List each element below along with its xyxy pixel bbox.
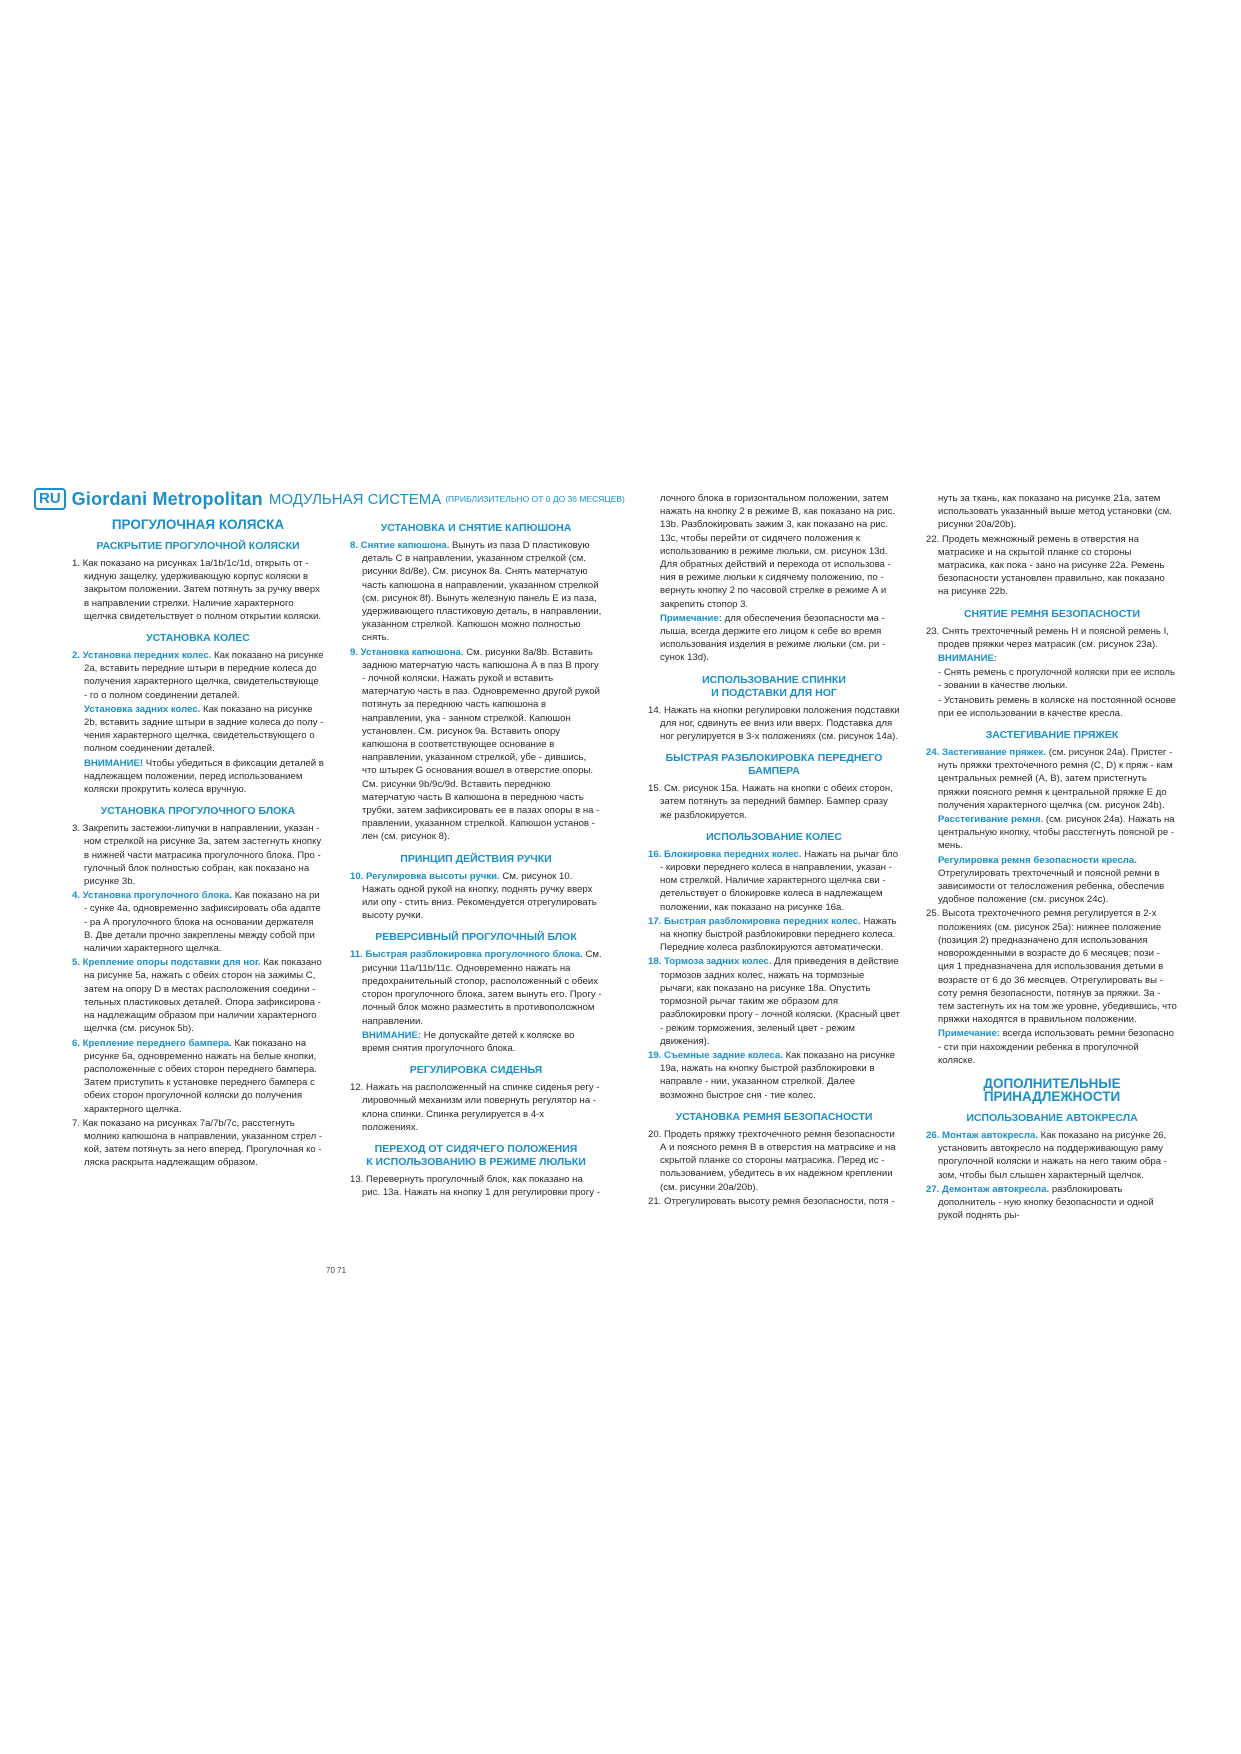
paragraph: 2. Установка передних колес. Как показано на рисунке 2а, вставить передние штыри в передние колеса до получения характерного щелчка, свидетельствующе - го о полном соединении деталей. bbox=[72, 650, 324, 701]
keyword: Установка задних колес. bbox=[84, 703, 201, 715]
column-1 bbox=[72, 518, 324, 1171]
keyword: 16. Блокировка передних колес. bbox=[648, 848, 802, 860]
section-heading: СНЯТИЕ РЕМНЯ БЕЗОПАСНОСТИ bbox=[963, 607, 1141, 620]
column-4 bbox=[926, 492, 1178, 1223]
keyword: Регулировка ремня безопасности кресла. bbox=[938, 854, 1137, 866]
keyword: Примечание: bbox=[660, 612, 722, 624]
paragraph: 11. Быстрая разблокировка прогулочного блока. См. рисунки 11а/11b/11c. Одновременно нажать на предохранительный стопор, расположенный с обеих сторон прогулочного блока, затем вынуть его. Прогу - лочный блок можно разместить в противоположном направлении. bbox=[350, 949, 602, 1027]
column-2 bbox=[350, 522, 602, 1200]
section-heading: РАСКРЫТИЕ ПРОГУЛОЧНОЙ КОЛЯСКИ bbox=[96, 540, 300, 552]
paragraph: 23. Снять трехточечный ремень Н и поясной ремень I, продев пряжки через матрасик (см. рисунок 23а). bbox=[926, 625, 1169, 650]
paragraph: 8. Снятие капюшона. Вынуть из паза D пластиковую деталь С в направлении, указанном стрелкой (см. рисунки 8d/8е). См. рисунок 8а. Снять матерчатую часть капюшона в направлении, указанном стрелкой (см. рисунок 8f). Вынуть железную панель Е из паза, удерживающего пластиковую деталь, в направлении, указанном стрелкой. Капюшон можно полностью снять. bbox=[350, 540, 602, 644]
keyword: 24. Застегивание пряжек. bbox=[926, 747, 1047, 759]
paragraph: 22. Продеть межножный ремень в отверстия на матрасике и на скрытой планке со стороны матрасика, как пока - зано на рисунке 22а. Ремень безопасности установлен правильно, как показано на рисунке 22b. bbox=[926, 533, 1165, 598]
paragraph: 13. Перевернуть прогулочный блок, как показано на рис. 13а. Нажать на кнопку 1 для регулировки прогу - bbox=[350, 1173, 600, 1199]
paragraph: 4. Установка прогулочного блока. Как показано на ри - сунке 4а, одновременно зафиксировать оба адапте - ра А прогулочного блока на основании держателя В. Две детали прочно закреплены между собой при наличии характерного щелчка. bbox=[72, 890, 321, 955]
keyword: ВНИМАНИЕ! bbox=[84, 757, 144, 769]
column-3 bbox=[648, 492, 900, 1209]
paragraph: 5. Крепление опоры подставки для ног. Как показано на рисунке 5а, нажать с обеих сторон на зажимы С, затем на опору D в местах расположения соедини - тельных пластиковых деталей. Опора зафиксирова - на надлежащим образом при наличии характерного щелчка (см. рисунок 5b). bbox=[72, 957, 322, 1035]
keyword: 17. Быстрая разблокировка передних колес. bbox=[648, 915, 861, 927]
keyword: 5. Крепление опоры подставки для ног. bbox=[72, 957, 261, 969]
section-heading: ПРИНЦИП ДЕЙСТВИЯ РУЧКИ bbox=[400, 852, 552, 865]
page-header bbox=[34, 488, 625, 510]
paragraph: нуть за ткань, как показано на рисунке 21а, затем использовать указанный выше метод установки (см. рисунки 20а/20b). bbox=[938, 493, 1172, 531]
paragraph: - Установить ремень в коляске на постоянной основе при ее использовании в качестве кресла. bbox=[938, 694, 1177, 719]
keyword: Расстегивание ремня. bbox=[938, 814, 1044, 826]
paragraph: лочного блока в горизонтальном положении, затем нажать на кнопку 2 в режиме В, как показано на рис. 13b. Разблокировать зажим 3, как показано на рис. 13c, чтобы перейти от сидячего положения к использованию в режиме люльки, см. рисунок 13d. Для обратных действий и перехода от использова - ния в режиме люльки к сидячему положению, по - вернуть кнопку 2 по часовой стрелке в режиме А и закрепить стопор 3. bbox=[660, 493, 896, 610]
section-heading: К ИСПОЛЬЗОВАНИЮ В РЕЖИМЕ ЛЮЛЬКИ bbox=[366, 1155, 586, 1168]
section-heading: РЕГУЛИРОВКА СИДЕНЬЯ bbox=[409, 1064, 543, 1077]
keyword: 4. Установка прогулочного блока. bbox=[72, 890, 233, 902]
paragraph: 26. Монтаж автокресла. Как показано на рисунке 26, установить автокресло на поддерживающую раму прогулочной коляски и нажать на него таким обра - зом, чтобы был слышен характерный щелчок. bbox=[926, 1129, 1167, 1181]
paragraph: 17. Быстрая разблокировка передних колес. Нажать на кнопку быстрой разблокировки переднего колеса. Передние колеса разблокируются автоматически. bbox=[648, 915, 897, 954]
section-heading: РЕВЕРСИВНЫЙ ПРОГУЛОЧНЫЙ БЛОК bbox=[375, 931, 577, 944]
section-heading: УСТАНОВКА КОЛЕС bbox=[146, 632, 250, 645]
section-heading: ИСПОЛЬЗОВАНИЕ СПИНКИ bbox=[702, 673, 846, 686]
keyword: 18. Тормоза задних колес. bbox=[648, 956, 772, 968]
page-numbers: 70 71 bbox=[326, 1266, 347, 1275]
language-badge: RU bbox=[34, 488, 66, 510]
paragraph: 16. Блокировка передних колес. Нажать на рычаг бло - кировки переднего колеса в направлении, указан - ном стрелкой. Наличие характерного щелчка сви - детельствует о блокировке колеса в надлежащем положении, как показано на рисунке 16а. bbox=[648, 848, 899, 913]
section-title: ДОПОЛНИТЕЛЬНЫЕ ПРИНАДЛЕЖНОСТИ bbox=[983, 1075, 1121, 1104]
section-heading: УСТАНОВКА И СНЯТИЕ КАПЮШОНА bbox=[380, 522, 572, 534]
paragraph: ВНИМАНИЕ! Чтобы убедиться в фиксации деталей в надлежащем положении, перед использованием коляски прокрутить колеса вручную. bbox=[84, 757, 324, 796]
paragraph: Примечание: всегда использовать ремни безопасно - сти при нахождении ребенка в прогулочной коляске. bbox=[938, 1028, 1175, 1066]
brand-name: Giordani Metropolitan bbox=[71, 488, 263, 509]
section-heading: ИСПОЛЬЗОВАНИЕ КОЛЕС bbox=[706, 830, 842, 843]
keyword: 10. Регулировка высоты ручки. bbox=[350, 870, 500, 882]
keyword: 27. Демонтаж автокресла. bbox=[926, 1183, 1050, 1195]
paragraph: 18. Тормоза задних колес. Для приведения в действие тормозов задних колес, нажать на тормозные рычаги, как показано на рисунке 18а. Опустить тормозной рычаг таким же образом для разблокировки прогу - лочной коляски. (Красный цвет - режим торможения, зеленый цвет - режим движения). bbox=[648, 956, 900, 1047]
brand-subtitle: МОДУЛЬНАЯ СИСТЕМА bbox=[268, 490, 442, 508]
keyword: 9. Установка капюшона. bbox=[350, 646, 464, 658]
section-heading: ИСПОЛЬЗОВАНИЕ АВТОКРЕСЛА bbox=[966, 1111, 1138, 1124]
paragraph: ВНИМАНИЕ: Не допускайте детей к коляске во время снятия прогулочного блока. bbox=[362, 1029, 575, 1054]
keyword: 8. Снятие капюшона. bbox=[350, 540, 450, 551]
section-heading: БЫСТРАЯ РАЗБЛОКИРОВКА ПЕРЕДНЕГО БАМПЕРА bbox=[665, 752, 883, 778]
section-title: ПРОГУЛОЧНАЯ КОЛЯСКА bbox=[111, 517, 285, 532]
paragraph: Установка задних колес. Как показано на рисунке 2b, вставить задние штыри в задние колеса до полу - чения характерного щелчка, свидетельствующего о полном соединении деталей. bbox=[84, 703, 324, 755]
paragraph: 6. Крепление переднего бампера. Как показано на рисунке 6а, одновременно нажать на белые кнопки, расположенные с обеих сторон переднего бампера. Затем приступить к установке переднего бампера с обеих сторон прогулочной коляски до получения характерного щелчка. bbox=[72, 1037, 317, 1115]
section-heading: ПЕРЕХОД ОТ СИДЯЧЕГО ПОЛОЖЕНИЯ bbox=[374, 1142, 578, 1155]
paragraph: 14. Нажать на кнопки регулировки положения подставки для ног, сдвинуть ее вниз или вверх. Подставка для ног регулируется в 3-х положениях (см. рисунок 14а). bbox=[648, 704, 900, 743]
paragraph: 9. Установка капюшона. См. рисунки 8а/8b. Вставить заднюю матерчатую часть капюшона А в паз В прогу - лочной коляски. Нажать рукой и вставить матерчатую часть в паз. Одновременно другой рукой потянуть за переднюю часть капюшона в направлении, ука - занном стрелкой. Капюшон установлен. См. рисунок 9а. Вставить опору капюшона в соответствующее основание в направлении, указанном стрелкой, убе - дившись, что штырек G основания вошел в отверстие опоры. См. рисунки 9b/9c/9d. Вставить переднюю матерчатую часть В капюшона в переднюю часть трубки, затем зафиксировать ее в пазах опоры в на - правлении, указанном стрелкой. Капюшон установ - лен (см. рисунок 8). bbox=[350, 646, 600, 843]
keyword: ВНИМАНИЕ: bbox=[362, 1029, 422, 1041]
section-heading: УСТАНОВКА РЕМНЯ БЕЗОПАСНОСТИ bbox=[675, 1110, 873, 1123]
paragraph: Примечание: для обеспечения безопасности ма - лыша, всегда держите его лицом к себе во время использования изделия в режиме люльки (см. ри - сунок 13d). bbox=[660, 612, 886, 664]
paragraph: 21. Отрегулировать высоту ремня безопасности, потя - bbox=[648, 1195, 895, 1207]
paragraph: 24. Застегивание пряжек. (см. рисунок 24а). Пристег - нуть пряжки трехточечного ремня (C, D) к пряж - кам центральных ремней (A, B), затем пристегнуть пряжки поясного ремня к центральной пряжке Е до получения характерного щелчка (см. рисунок 24b). bbox=[926, 747, 1173, 811]
paragraph: 1. Как показано на рисунках 1а/1b/1c/1d, открыть от - кидную защелку, удерживающую корпус коляски в закрытом положении. Затем потянуть за ручку вверх в направлении стрелки. Наличие характерного щелчка свидетельствует о полном открытии коляски. bbox=[72, 558, 321, 622]
paragraph: Расстегивание ремня. (см. рисунок 24а). Нажать на центральную кнопку, чтобы расстегнуть поясной ре - мень. bbox=[938, 814, 1175, 852]
manual-spread bbox=[0, 488, 1241, 1288]
section-heading: УСТАНОВКА ПРОГУЛОЧНОГО БЛОКА bbox=[100, 805, 296, 818]
paragraph: 7. Как показано на рисунках 7а/7b/7c, расстегнуть молнию капюшона в направлении, указанном стрел - кой, затем потянуть за него вперед. Прогулочная ко - ляска раскрыта надлежащим образом. bbox=[72, 1117, 323, 1169]
paragraph: 10. Регулировка высоты ручки. См. рисунок 10. Нажать одной рукой на кнопку, поднять ручку вверх или опу - стить вниз. Рекомендуется отрегулировать высоту ручки. bbox=[350, 870, 597, 922]
keyword: Примечание: bbox=[938, 1028, 1000, 1040]
keyword: 11. Быстрая разблокировка прогулочного блока. bbox=[350, 949, 583, 961]
keyword: 26. Монтаж автокресла. bbox=[926, 1129, 1038, 1141]
paragraph: 15. См. рисунок 15а. Нажать на кнопки с обеих сторон, затем потянуть за передний бампер. Бампер сразу же разблокируется. bbox=[648, 783, 893, 821]
paragraph: 3. Закрепить застежки-липучки в направлении, указан - ном стрелкой на рисунке 3а, затем застегнуть кнопку в нижней части матрасика прогулочного блока. Про - гулочный блок полностью собран, как показано на рисунке 3b. bbox=[72, 823, 322, 888]
paragraph: 25. Высота трехточечного ремня регулируется в 2-х положениях (см. рисунок 25а): нижнее положение (позиция 2) предназначено для использования новорожденными в возрасте до 6 месяцев; пози - ция 1 предназначена для использования детьми в возрасте от 6 до 36 месяцев. Отрегулировать вы - соту ремня безопасности, потянув за пряжки. За - тем застегнуть их на том же уровне, убедившись, что пряжки находятся в правильном положении. bbox=[926, 908, 1177, 1026]
age-note: (ПРИБЛИЗИТЕЛЬНО ОТ 0 ДО 36 МЕСЯЦЕВ) bbox=[445, 494, 625, 504]
keyword: 2. Установка передних колес. bbox=[72, 650, 212, 662]
paragraph: 27. Демонтаж автокресла. разблокировать дополнитель - ную кнопку безопасности и одной рукой поднять ры- bbox=[926, 1183, 1154, 1222]
paragraph: 19. Съемные задние колеса. Как показано на рисунке 19а, нажать на кнопку быстрой разблокировки в направле - нии, указанном стрелкой. Далее возможно быстрое сня - тие колес. bbox=[648, 1049, 896, 1101]
warning-label: ВНИМАНИЕ: bbox=[938, 653, 998, 665]
section-heading: ЗАСТЕГИВАНИЕ ПРЯЖЕК bbox=[985, 729, 1119, 742]
keyword: 6. Крепление переднего бампера. bbox=[72, 1037, 232, 1049]
section-heading: И ПОДСТАВКИ ДЛЯ НОГ bbox=[711, 686, 837, 699]
paragraph: - Снять ремень с прогулочной коляски при ее исполь - зовании в качестве люльки. bbox=[938, 667, 1176, 692]
keyword: 19. Съемные задние колеса. bbox=[648, 1049, 783, 1061]
paragraph: Регулировка ремня безопасности кресла. Отрегулировать трехточечный и поясной ремни в зависимости от телосложения ребенка, обеспечив удобное положение (см. рисунок 24c). bbox=[938, 854, 1165, 906]
paragraph: 20. Продеть пряжку трехточечного ремня безопасности А и поясного ремня В в отверстия на матрасике и на скрытой планке со стороны матрасика. Перед ис - пользованием, убедитесь в их надежном креплении (см. рисунки 20а/20b). bbox=[648, 1128, 896, 1193]
paragraph: 12. Нажать на расположенный на спинке сиденья регу - лировочный механизм или повернуть регулятор на - клона спинки. Спинка регулируется в 4-х положениях. bbox=[350, 1082, 600, 1133]
